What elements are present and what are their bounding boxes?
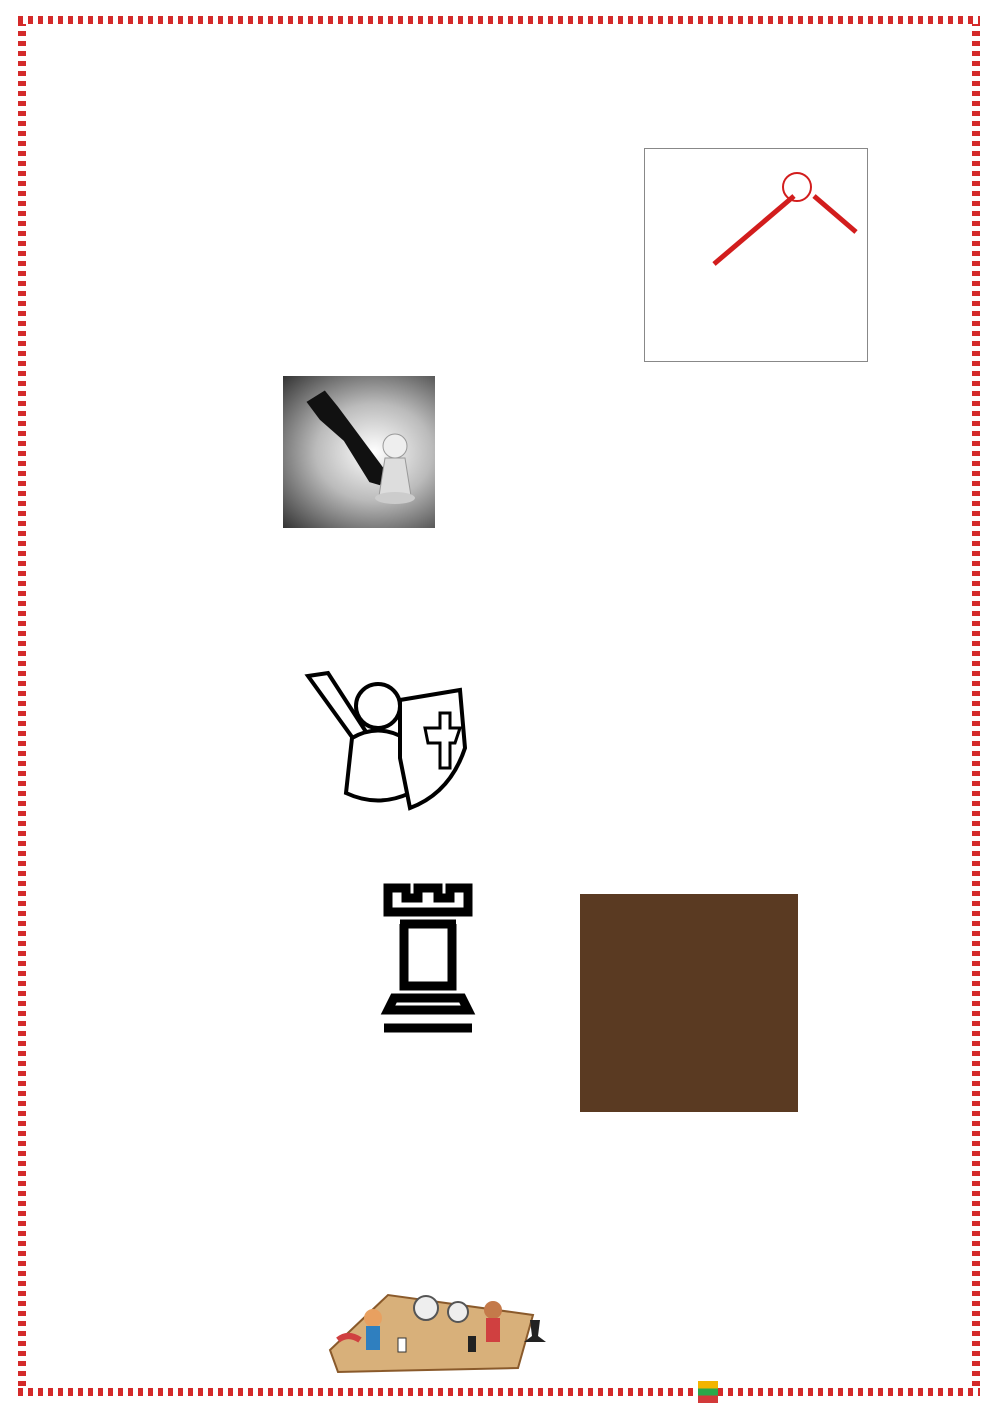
- mate-board-rank-labels: [624, 148, 638, 360]
- board-b[interactable]: [586, 900, 792, 1106]
- board-c-figure[interactable]: [694, 1146, 916, 1368]
- board-b-frame[interactable]: [580, 894, 798, 1112]
- board-a[interactable]: [704, 668, 924, 888]
- board-c-rank-labels: [694, 1146, 710, 1346]
- knight-pawn-illustration: [300, 668, 470, 813]
- rook-icon: [380, 882, 476, 1034]
- chess-game-illustration: [318, 1280, 553, 1375]
- board-c[interactable]: [710, 1146, 912, 1346]
- mate-board-file-labels: [644, 364, 866, 376]
- liveworksheets-logo: [698, 1376, 990, 1408]
- mate-board-file-labels-top: [644, 128, 866, 140]
- mate-board-figure: [622, 126, 884, 376]
- logo-icon: [698, 1381, 718, 1403]
- pawn-shadow-image: [283, 376, 435, 528]
- mate-arrows: [644, 148, 866, 360]
- board-c-file-labels: [710, 1348, 912, 1364]
